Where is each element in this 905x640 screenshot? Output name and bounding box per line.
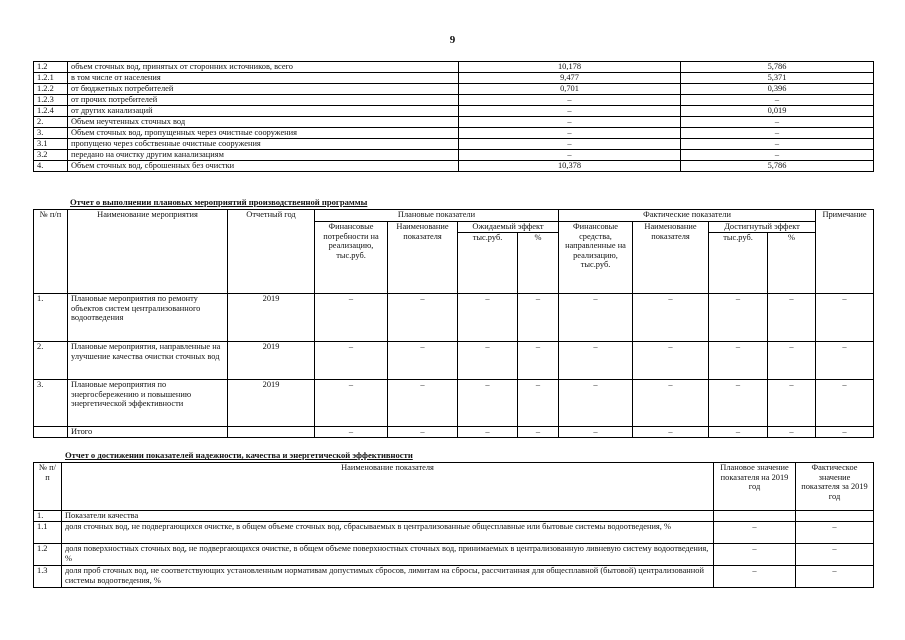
value-cell: –: [459, 106, 681, 117]
value-cell: –: [681, 139, 874, 150]
row-label: в том числе от населения: [68, 73, 459, 84]
col-header-fact-trub: тыс.руб.: [709, 233, 768, 294]
value-cell: –: [458, 342, 518, 380]
col-header-year: Отчетный год: [228, 210, 315, 294]
row-number: 1.3: [34, 566, 62, 588]
note-cell: –: [816, 342, 874, 380]
reliability-indicators-table: [33, 462, 874, 588]
value-cell: –: [518, 342, 559, 380]
table-row: [34, 139, 874, 150]
col-header-fact-fin: Финансовые средства, направленные на реализацию, тыс.руб.: [559, 222, 633, 294]
table-row: [34, 511, 874, 522]
table-row: [34, 128, 874, 139]
table-row: [34, 294, 874, 342]
plan-value: –: [714, 522, 796, 544]
col-header-num: № п/п: [34, 210, 68, 294]
col-header-plan-value: Плановое значение показателя на 2019 год: [714, 463, 796, 511]
col-header-plan-indicator: Наименование показателя: [388, 222, 458, 294]
fact-value: –: [796, 522, 874, 544]
report-year: [228, 427, 315, 438]
row-number: 3.: [34, 380, 68, 427]
value-cell: 10,178: [459, 62, 681, 73]
col-header-num: № п/п: [34, 463, 62, 511]
row-number: 1.: [34, 294, 68, 342]
col-header-fact-indicator: Наименование показателя: [633, 222, 709, 294]
table-row: [34, 106, 874, 117]
value-cell: –: [559, 294, 633, 342]
col-header-fact-value: Фактическое значение показателя за 2019 год: [796, 463, 874, 511]
row-number: 2.: [34, 117, 68, 128]
indicator-name: доля проб сточных вод, не соответствующих установленным нормативам допустимых сбросов, лимитам на сбросы, рассчитанная для общесплавной (бытовой) централизованной системы водоотведения, %: [62, 566, 714, 588]
fact-value: –: [796, 566, 874, 588]
row-number: 3.1: [34, 139, 68, 150]
col-header-activity: Наименование мероприятия: [68, 210, 228, 294]
value-cell: –: [633, 380, 709, 427]
fact-value: –: [796, 544, 874, 566]
row-number: 1.: [34, 511, 62, 522]
value-cell: 10,378: [459, 161, 681, 172]
row-label: от прочих потребителей: [68, 95, 459, 106]
value-cell: –: [559, 380, 633, 427]
planned-activities-heading: Отчет о выполнении плановых мероприятий производственной программы: [70, 197, 368, 207]
table-row: [34, 380, 874, 427]
value-cell: –: [458, 380, 518, 427]
row-number: 1.2: [34, 544, 62, 566]
row-number: 3.: [34, 128, 68, 139]
row-number: 1.2.3: [34, 95, 68, 106]
value-cell: –: [633, 342, 709, 380]
value-cell: –: [559, 427, 633, 438]
row-label: Объем неучтенных сточных вод: [68, 117, 459, 128]
value-cell: 9,477: [459, 73, 681, 84]
value-cell: –: [681, 150, 874, 161]
total-row: [34, 427, 874, 438]
row-label: от бюджетных потребителей: [68, 84, 459, 95]
row-number: 1.1: [34, 522, 62, 544]
row-label: Объем сточных вод, пропущенных через очистные сооружения: [68, 128, 459, 139]
table-row: [34, 544, 874, 566]
value-cell: –: [709, 427, 768, 438]
value-cell: –: [388, 294, 458, 342]
col-header-plan-fin: Финансовые потребности на реализацию, тыс.руб.: [315, 222, 388, 294]
table-row: [34, 62, 874, 73]
col-header-fact: Фактические показатели: [559, 210, 816, 222]
value-cell: –: [458, 294, 518, 342]
table-row: [34, 342, 874, 380]
table-row: [34, 84, 874, 95]
value-cell: –: [459, 150, 681, 161]
value-cell: –: [768, 294, 816, 342]
value-cell: –: [458, 427, 518, 438]
activity-name: Плановые мероприятия по энергосбережению и повышению энергетической эффективности: [68, 380, 228, 427]
value-cell: 5,786: [681, 62, 874, 73]
value-cell: –: [709, 342, 768, 380]
value-cell: –: [633, 294, 709, 342]
value-cell: –: [315, 427, 388, 438]
value-cell: –: [709, 294, 768, 342]
value-cell: –: [518, 294, 559, 342]
indicator-name: доля сточных вод, не подвергающихся очистке, в общем объеме сточных вод, сбрасываемых в централизованные общесплавные или бытовые системы водоотведения, %: [62, 522, 714, 544]
value-cell: 5,371: [681, 73, 874, 84]
value-cell: –: [459, 128, 681, 139]
col-header-note: Примечание: [816, 210, 874, 294]
activity-name: Плановые мероприятия по ремонту объектов систем централизованного водоотведения: [68, 294, 228, 342]
total-label: Итого: [68, 427, 228, 438]
table-row: [34, 150, 874, 161]
reliability-indicators-heading: Отчет о достижении показателей надежности, качества и энергетической эффективности: [65, 450, 413, 460]
value-cell: –: [388, 427, 458, 438]
row-number: 1.2.2: [34, 84, 68, 95]
row-label: Объем сточных вод, сброшенных без очистки: [68, 161, 459, 172]
value-cell: –: [768, 427, 816, 438]
value-cell: –: [315, 380, 388, 427]
row-number: 1.2.4: [34, 106, 68, 117]
activity-name: Плановые мероприятия, направленные на улучшение качества очистки сточных вод: [68, 342, 228, 380]
report-year: 2019: [228, 380, 315, 427]
row-label: пропущено через собственные очистные сооружения: [68, 139, 459, 150]
table-row: [34, 522, 874, 544]
row-number: 3.2: [34, 150, 68, 161]
plan-value: –: [714, 544, 796, 566]
col-header-fact-pct: %: [768, 233, 816, 294]
table-row: [34, 566, 874, 588]
row-number: 2.: [34, 342, 68, 380]
plan-value: –: [714, 566, 796, 588]
value-cell: –: [388, 380, 458, 427]
note-cell: –: [816, 294, 874, 342]
value-cell: –: [816, 427, 874, 438]
value-cell: –: [459, 95, 681, 106]
table-row: [34, 117, 874, 128]
value-cell: –: [459, 117, 681, 128]
value-cell: –: [388, 342, 458, 380]
value-cell: –: [633, 427, 709, 438]
row-number: 1.2.1: [34, 73, 68, 84]
col-header-fact-effect: Достигнутый эффект: [709, 222, 816, 233]
value-cell: 0,701: [459, 84, 681, 95]
row-number: 1.2: [34, 62, 68, 73]
value-cell: –: [768, 380, 816, 427]
col-header-plan-pct: %: [518, 233, 559, 294]
plan-value: [714, 511, 796, 522]
row-number: [34, 427, 68, 438]
value-cell: 0,019: [681, 106, 874, 117]
note-cell: –: [816, 380, 874, 427]
value-cell: –: [459, 139, 681, 150]
col-header-plan-trub: тыс.руб.: [458, 233, 518, 294]
table-row: [34, 161, 874, 172]
value-cell: 5,786: [681, 161, 874, 172]
col-header-indicator: Наименование показателя: [62, 463, 714, 511]
col-header-plan-effect: Ожидаемый эффект: [458, 222, 559, 233]
value-cell: –: [681, 128, 874, 139]
value-cell: –: [315, 342, 388, 380]
value-cell: –: [709, 380, 768, 427]
row-label: от других канализаций: [68, 106, 459, 117]
fact-value: [796, 511, 874, 522]
col-header-plan: Плановые показатели: [315, 210, 559, 222]
page-number: 9: [449, 34, 456, 46]
indicator-name: Показатели качества: [62, 511, 714, 522]
report-year: 2019: [228, 342, 315, 380]
row-number: 4.: [34, 161, 68, 172]
value-cell: –: [681, 95, 874, 106]
table-row: [34, 73, 874, 84]
report-year: 2019: [228, 294, 315, 342]
value-cell: –: [681, 117, 874, 128]
value-cell: –: [559, 342, 633, 380]
value-cell: –: [315, 294, 388, 342]
value-cell: 0,396: [681, 84, 874, 95]
table-row: [34, 95, 874, 106]
value-cell: –: [518, 380, 559, 427]
row-label: передано на очистку другим канализациям: [68, 150, 459, 161]
value-cell: –: [518, 427, 559, 438]
planned-activities-table: [33, 209, 874, 438]
wastewater-volume-table: [33, 61, 874, 172]
row-label: объем сточных вод, принятых от сторонних источников, всего: [68, 62, 459, 73]
indicator-name: доля поверхностных сточных вод, не подвергающихся очистке, в общем объеме поверхностных сточных вод, принимаемых в централизованную ливневую систему водоотведения, %: [62, 544, 714, 566]
value-cell: –: [768, 342, 816, 380]
